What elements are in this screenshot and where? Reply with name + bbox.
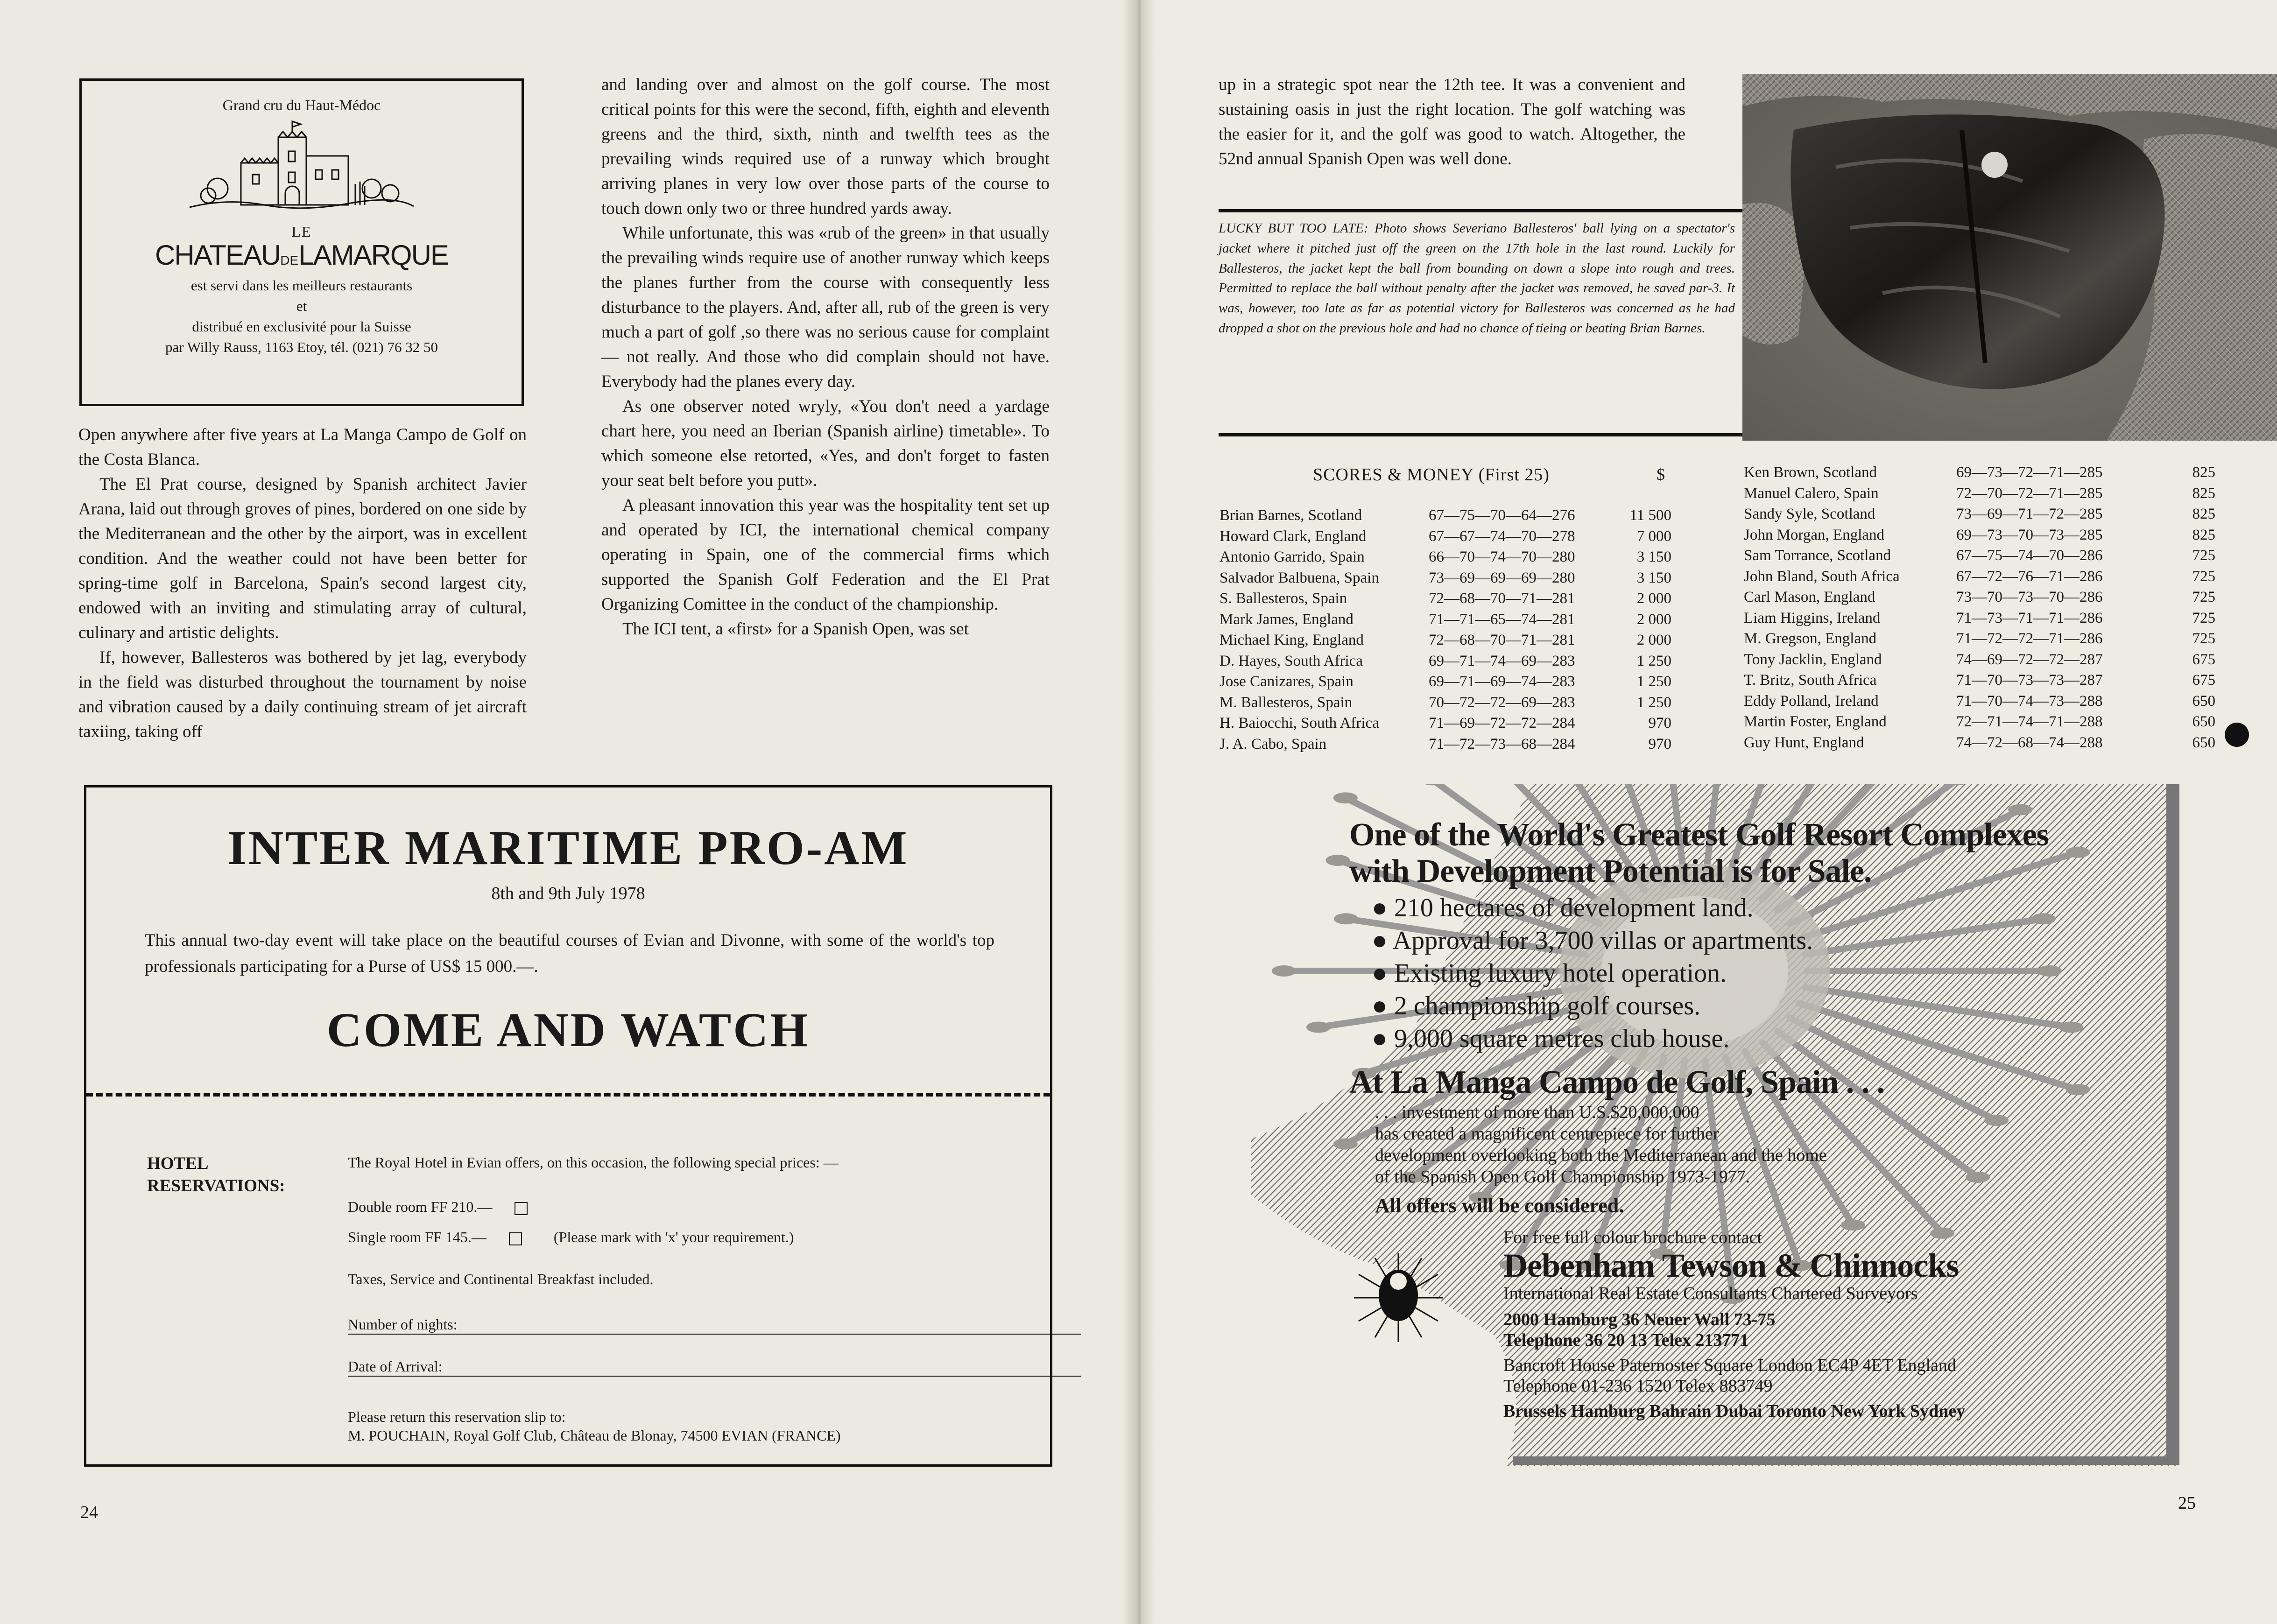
score-player: Martin Foster, England: [1744, 713, 1887, 730]
score-money: 3 150: [1636, 548, 1671, 565]
lm-investment-1: . . . investment of more than U.S.$20,000,000: [1375, 1103, 1699, 1122]
im-return-2: M. POUCHAIN, Royal Golf Club, Château de Blonay, 74500 EVIAN (FRANCE): [348, 1427, 841, 1444]
caption-top-rule: [1219, 209, 1742, 212]
score-score: 71—73—71—71—286: [1956, 609, 2103, 626]
article-paragraph: A pleasant innovation this year was the hospitality tent set up and operated by ICI, the international chemical company operating in Spain, one of the commercial firms which supported the Spanish Golf Federation and the El Prat Organizing Comittee in the conduct of the championship.: [601, 496, 1050, 614]
chateau-ad-line4: par Willy Rauss, 1163 Etoy, tél. (021) 76 32 50: [165, 339, 438, 355]
double-room-label: Double room FF 210.—: [348, 1198, 493, 1215]
page-marker-dot: [2225, 723, 2249, 747]
golf-club-head: [1841, 1219, 1865, 1230]
score-player: H. Baiocchi, South Africa: [1220, 715, 1379, 731]
score-player: D. Hayes, South Africa: [1220, 652, 1363, 669]
im-single-room-row: [348, 1229, 794, 1246]
lm-bullet-text: 2 championship golf courses.: [1394, 991, 1701, 1020]
golf-club-head: [1984, 1115, 2009, 1126]
dtc-logo-icon: [1352, 1251, 1445, 1344]
arrival-input-line[interactable]: [348, 1376, 1081, 1377]
im-come-and-watch: COME AND WATCH: [326, 1003, 810, 1057]
lm-address-3: Bancroft House Paternoster Square London EC4P 4ET England: [1503, 1356, 1956, 1375]
score-money: 825: [2192, 506, 2215, 522]
score-money: 725: [2192, 630, 2215, 647]
lm-bullet-text: Approval for 3,700 villas or apartments.: [1392, 926, 1813, 955]
score-player: M. Ballesteros, Spain: [1220, 694, 1353, 711]
score-score: 73—69—69—69—280: [1429, 569, 1575, 586]
article-paragraph: If, however, Ballesteros was bothered by jet lag, everybody in the field was disturbed throughout the tournament by noise and vibration caused by a daily continuing stream of jet aircraft taxiing, taking off: [78, 648, 527, 741]
golf-club-head: [1333, 792, 1358, 803]
chateau-castle-illustration: [171, 119, 432, 217]
score-player: Carl Mason, England: [1744, 589, 1875, 605]
page-number-right: 25: [2178, 1493, 2196, 1513]
lm-investment-3: development overlooking both the Mediterranean and the home: [1375, 1146, 1827, 1165]
article-column-1: [78, 422, 527, 744]
lm-investment-2: has created a magnificent centrepiece for further: [1375, 1124, 1719, 1144]
chateau-ad-line1: est servi dans les meilleurs restaurants: [190, 277, 413, 294]
score-player: Tony Jacklin, England: [1744, 651, 1882, 668]
score-player: Sandy Syle, Scotland: [1744, 506, 1875, 522]
golf-club-head: [1306, 1022, 1331, 1033]
single-room-checkbox[interactable]: [509, 1232, 522, 1245]
score-player: Sam Torrance, Scotland: [1744, 547, 1891, 564]
lm-investment-4: of the Spanish Open Golf Championship 1973-1977.: [1375, 1167, 1750, 1187]
jacket-photo-image: [1742, 74, 2277, 441]
score-score: 69—73—72—71—285: [1956, 464, 2103, 481]
score-money: 1 250: [1636, 673, 1671, 690]
lm-bullet: ● Approval for 3,700 villas or apartments.: [1372, 926, 1813, 955]
lm-company: Debenham Tewson & Chinnocks: [1503, 1247, 1959, 1284]
score-player: Eddy Polland, Ireland: [1744, 692, 1879, 710]
golf-club-head: [1930, 1228, 1954, 1239]
golf-ball: [1981, 152, 2008, 178]
lm-location: At La Manga Campo de Golf, Spain . . .: [1349, 1064, 1885, 1100]
score-money: 7 000: [1636, 527, 1671, 545]
score-money: 725: [2192, 547, 2215, 564]
single-room-label: Single room FF 145.—: [348, 1229, 486, 1245]
lm-bullet: ● 9,000 square metres club house.: [1372, 1024, 1730, 1053]
score-money: 11 500: [1629, 507, 1671, 524]
chateau-ad-line2: et: [296, 298, 307, 314]
lm-address-4: Telephone 01-236 1520 Telex 883749: [1503, 1376, 1773, 1396]
lm-headline-1: One of the World's Greatest Golf Resort Complexes: [1349, 817, 2049, 853]
score-player: Liam Higgins, Ireland: [1744, 609, 1881, 626]
brand-part1: CHATEAU: [155, 239, 281, 271]
lm-bullet: ● 210 hectares of development land.: [1372, 893, 1754, 922]
article-paragraph: As one observer noted wryly, «You don't need a yardage chart here, you need an Iberian (Spanish airline) timetable». To which someone else retorted, «Yes, and don't forget to fasten your seat belt before you putt».: [601, 397, 1050, 490]
score-money: 725: [2192, 568, 2215, 585]
nights-label: Number of nights:: [348, 1316, 458, 1333]
score-player: Jose Canizares, Spain: [1220, 673, 1354, 690]
arrival-label: Date of Arrival:: [348, 1358, 443, 1375]
im-date: 8th and 9th July 1978: [491, 884, 645, 903]
page-number-left: 24: [80, 1503, 98, 1522]
score-score: 71—71—65—74—281: [1429, 611, 1575, 628]
mark-note: (Please mark with 'x' your requirement.): [553, 1229, 794, 1245]
score-money: 675: [2192, 672, 2215, 689]
score-player: John Morgan, England: [1744, 526, 1884, 543]
score-score: 71—70—73—73—287: [1956, 672, 2103, 689]
page-gutter: [1123, 0, 1156, 1624]
score-money: 825: [2192, 485, 2215, 502]
score-score: 73—70—73—70—286: [1956, 589, 2103, 605]
photo-caption: LUCKY BUT TOO LATE: Photo shows Severiano Ballesteros' ball lying on a spectator's jacket where it pitched just off the green on the 17th hole in the last round. Luckily for Ballesteros, the jacket kept the ball from bounding on down a slope into rough and trees. Permitted to replace the ball without penalty after the jacket was removed, he saved par-3. It was, however, too late as far as potential victory for Ballesteros was concerned as he had dropped a shot on the previous hole and had no chance of tieing or beating Brian Barnes.: [1219, 221, 1735, 336]
golf-club-head: [2059, 1022, 2083, 1033]
score-money: 3 150: [1636, 569, 1671, 586]
score-money: 650: [2192, 713, 2215, 730]
golf-club-head: [2037, 965, 2062, 977]
im-hotel-label: [147, 1153, 285, 1197]
score-score: 72—70—72—71—285: [1956, 485, 2103, 502]
score-score: 72—68—70—71—281: [1429, 632, 1575, 648]
score-money: 970: [1648, 735, 1671, 752]
score-player: M. Gregson, England: [1744, 630, 1877, 647]
score-money: 825: [2192, 464, 2215, 481]
double-room-checkbox[interactable]: [515, 1202, 528, 1215]
score-score: 66—70—74—70—280: [1429, 548, 1575, 565]
score-money: 725: [2192, 609, 2215, 626]
lm-cities: Brussels Hamburg Bahrain Dubai Toronto New York Sydney: [1503, 1401, 1966, 1421]
golf-club-head: [2066, 1084, 2090, 1095]
lm-bullet: ● 2 championship golf courses.: [1372, 991, 1701, 1020]
score-money: 2 000: [1636, 590, 1671, 607]
score-score: 67—75—74—70—286: [1956, 547, 2103, 564]
caption-bottom-rule: [1219, 433, 1742, 436]
im-cut-line: [86, 1093, 1050, 1097]
hotel-label-1: HOTEL: [147, 1154, 209, 1173]
lm-bullet-text: 210 hectares of development land.: [1394, 893, 1754, 922]
lm-bullet: ● Existing luxury hotel operation.: [1372, 959, 1727, 988]
score-money: 1 250: [1636, 694, 1671, 711]
score-money: 2 000: [1636, 611, 1671, 628]
lm-address-2: Telephone 36 20 13 Telex 213771: [1503, 1330, 1749, 1350]
golf-club-head: [1333, 1139, 1358, 1150]
scores-title: SCORES & MONEY (First 25): [1313, 465, 1550, 485]
score-score: 70—72—72—69—283: [1429, 694, 1575, 711]
inter-maritime-ad: [84, 785, 1052, 1467]
golf-club-head: [1325, 855, 1350, 866]
score-money: 970: [1648, 715, 1671, 731]
lm-brochure: For free full colour brochure contact: [1503, 1228, 1762, 1247]
score-player: Mark James, England: [1220, 611, 1354, 628]
score-score: 71—72—73—68—284: [1429, 735, 1575, 752]
score-money: 675: [2192, 651, 2215, 668]
chateau-ad-brand: [82, 240, 522, 275]
brand-part2: LAMARQUE: [298, 239, 448, 271]
score-player: Salvador Balbuena, Spain: [1220, 569, 1379, 586]
golf-club-head: [1272, 965, 1296, 977]
score-player: Ken Brown, Scotland: [1744, 464, 1877, 481]
article-paragraph: and landing over and almost on the golf course. The most critical points for this were the second, fifth, eighth and eleventh greens and the third, sixth, ninth and twelfth tees as the prevailing winds required use of a runway which brought arriving planes in very low over those parts of the course to touch down only two or three hundred yards away.: [601, 75, 1050, 218]
score-score: 67—72—76—71—286: [1956, 568, 2103, 585]
score-player: Antonio Garrido, Spain: [1220, 548, 1365, 565]
score-money: 1 250: [1636, 652, 1671, 669]
lm-bullet-text: 9,000 square metres club house.: [1394, 1024, 1730, 1053]
score-money: 650: [2192, 734, 2215, 751]
score-money: 2 000: [1636, 632, 1671, 648]
article-column-2: [601, 72, 1050, 641]
score-money: 725: [2192, 589, 2215, 605]
score-score: 69—73—70—73—285: [1956, 526, 2103, 543]
lm-headline-2: with Development Potential is for Sale.: [1349, 853, 1872, 889]
scores-table-left: [1220, 505, 1677, 757]
golf-club-head: [2066, 847, 2090, 858]
im-included: Taxes, Service and Continental Breakfast included.: [348, 1271, 654, 1287]
score-score: 71—70—74—73—288: [1956, 692, 2103, 710]
article-paragraph: The ICI tent, a «first» for a Spanish Open, was set: [622, 619, 969, 639]
lm-bullet-text: Existing luxury hotel operation.: [1394, 959, 1727, 988]
score-player: J. A. Cabo, Spain: [1220, 735, 1327, 752]
score-money: 825: [2192, 526, 2215, 543]
score-score: 73—69—71—72—285: [1956, 506, 2103, 522]
lm-company-sub: International Real Estate Consultants Chartered Surveyors: [1503, 1284, 1918, 1303]
hotel-label-2: RESERVATIONS:: [147, 1176, 285, 1195]
chateau-lamarque-ad: [79, 78, 524, 406]
article-paragraph: Open anywhere after five years at La Manga Campo de Golf on the Costa Blanca.: [78, 425, 527, 469]
brand-de: DE: [280, 253, 299, 267]
score-score: 69—71—74—69—283: [1429, 652, 1575, 669]
article-continuation: [1219, 72, 1685, 171]
scores-table-right: [1744, 462, 2215, 756]
im-title: INTER MARITIME PRO-AM: [227, 821, 909, 875]
score-score: 71—69—72—72—284: [1429, 715, 1575, 731]
im-description: This annual two-day event will take place on the beautiful courses of Evian and Divonne, with some of the world's top professionals participating for a Purse of US$ 15 000.—.: [145, 931, 994, 976]
score-score: 67—75—70—64—276: [1429, 507, 1575, 524]
score-score: 72—71—74—71—288: [1956, 713, 2103, 730]
im-offer-text: The Royal Hotel in Evian offers, on this occasion, the following special prices: —: [348, 1154, 839, 1171]
score-player: Brian Barnes, Scotland: [1220, 507, 1362, 524]
chateau-ad-top-line: Grand cru du Haut-Médoc: [222, 97, 381, 113]
nights-input-line[interactable]: [348, 1334, 1081, 1335]
lm-offers: All offers will be considered.: [1375, 1194, 1624, 1217]
golf-club-head: [2031, 913, 2056, 924]
golf-club-head: [2008, 804, 2032, 816]
chateau-ad-line3: distribué en exclusivité pour la Suisse: [192, 318, 411, 335]
score-score: 74—72—68—74—288: [1956, 734, 2103, 751]
chateau-ad-le: LE: [291, 223, 312, 240]
score-score: 67—67—74—70—278: [1429, 527, 1575, 545]
score-score: 71—72—72—71—286: [1956, 630, 2103, 647]
ballesteros-jacket-photo: [1742, 74, 2277, 441]
scores-currency: $: [1657, 465, 1665, 484]
la-manga-ad: [1251, 784, 2179, 1466]
score-score: 72—68—70—71—281: [1429, 590, 1575, 607]
article-paragraph: up in a strategic spot near the 12th tee. It was a convenient and sustaining oasis in just the right location. The golf watching was the easier for it, and the golf was good to watch. Altogether, the 52nd annual Spanish Open was well done.: [1219, 75, 1685, 169]
score-player: S. Ballesteros, Spain: [1220, 590, 1347, 607]
score-player: Guy Hunt, England: [1744, 734, 1864, 751]
im-double-room-row: [348, 1198, 528, 1216]
score-player: T. Britz, South Africa: [1744, 672, 1877, 689]
article-paragraph: While unfortunate, this was «rub of the green» in that usually the prevailing winds require use of another runway which keeps the planes further from the course with consequently less disturbance to the players. And, after all, rub of the green is very much a part of golf ,so there was no serious cause for complaint — not really. And those who did complain should not have. Everybody had the planes every day.: [601, 224, 1050, 391]
score-player: Manuel Calero, Spain: [1744, 485, 1879, 502]
im-return-1: Please return this reservation slip to:: [348, 1408, 566, 1425]
article-paragraph: The El Prat course, designed by Spanish architect Javier Arana, laid out through groves of pines, bordered on one side by the Mediterranean and the other by the airport, was in excellent condition. And the weather could not have been better for spring-time golf in Barcelona, Spain's second largest city, endowed with an inviting and stimulating array of cultural, culinary and artistic delights.: [78, 475, 527, 642]
golf-club-head: [1334, 913, 1358, 924]
score-player: John Bland, South Africa: [1744, 568, 1900, 585]
score-score: 69—71—69—74—283: [1429, 673, 1575, 690]
score-player: Howard Clark, England: [1220, 527, 1367, 545]
score-player: Michael King, England: [1220, 632, 1364, 648]
golf-club-head: [1966, 1172, 1990, 1183]
score-money: 650: [2192, 692, 2215, 710]
score-score: 74—69—72—72—287: [1956, 651, 2103, 668]
lm-address-1: 2000 Hamburg 36 Neuer Wall 73-75: [1503, 1310, 1776, 1329]
